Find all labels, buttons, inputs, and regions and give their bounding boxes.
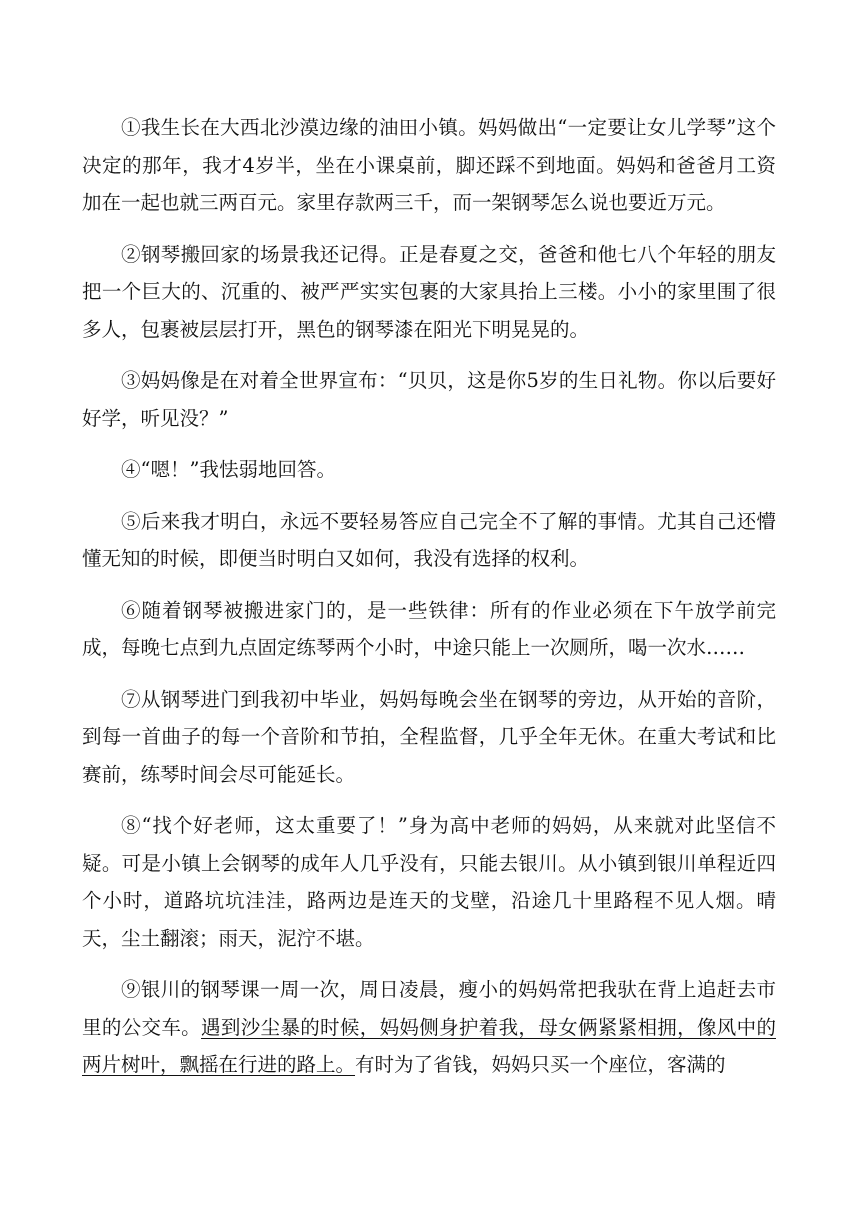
paragraph-2: ②钢琴搬回家的场景我还记得。正是春夏之交，爸爸和他七八个年轻的朋友把一个巨大的、沉重的、被严严实实包裹的大家具抬上三楼。小小的家里围了很多人，包裹被层层打开，黑色的钢琴漆在阳光下明晃晃的。	[82, 242, 776, 341]
article-body	[82, 109, 776, 1098]
paragraph-4: ④“嗯！”我怯弱地回答。	[121, 458, 336, 481]
paragraph-7: ⑦从钢琴进门到我初中毕业，妈妈每晚会坐在钢琴的旁边，从开始的音阶，到每一首曲子的每一个音阶和节拍，全程监督，几乎全年无休。在重大考试和比赛前，练琴时间会尽可能延长。	[82, 687, 776, 786]
paragraph-6: ⑥随着钢琴被搬进家门的，是一些铁律：所有的作业必须在下午放学前完成，每晚七点到九点固定练琴两个小时，中途只能上一次厕所，喝一次水……	[82, 598, 776, 659]
underlined-sentence: 遇到沙尘暴的时候，妈妈侧身护着我，母女俩紧紧相拥，像风中的两片树叶，飘摇在行进的路上。	[82, 1015, 776, 1076]
paragraph-9-intro: ⑨银川的钢琴课一周一次，周日凌晨，瘦小的妈妈常把我驮在背上追赶去市里的公交车。	[82, 978, 776, 1039]
paragraph-5: ⑤后来我才明白，永远不要轻易答应自己完全不了解的事情。尤其自己还懵懂无知的时候，即便当时明白又如何，我没有选择的权利。	[82, 509, 776, 570]
paragraph-3: ③妈妈像是在对着全世界宣布：“贝贝，这是你5岁的生日礼物。你以后要好好学，听见没？”	[82, 369, 776, 430]
paragraph-1: ①我生长在大西北沙漠边缘的油田小镇。妈妈做出“一定要让女儿学琴”这个决定的那年，我才4岁半，坐在小课桌前，脚还踩不到地面。妈妈和爸爸月工资加在一起也就三两百元。家里存款两三千，而一架钢琴怎么说也要近万元。	[82, 116, 776, 214]
paragraph-8: ⑧“找个好老师，这太重要了！”身为高中老师的妈妈，从来就对此坚信不疑。可是小镇上会钢琴的成年人几乎没有，只能去银川。从小镇到银川单程近四个小时，道路坑坑洼洼，路两边是连天的戈壁，沿途几十里路程不见人烟。晴天，尘土翻滚；雨天，泥泞不堪。	[82, 814, 776, 950]
paragraph-9-continuation: 有时为了省钱，妈妈只买一个座位，客满的	[355, 1053, 726, 1076]
paragraph-9	[82, 971, 776, 1084]
